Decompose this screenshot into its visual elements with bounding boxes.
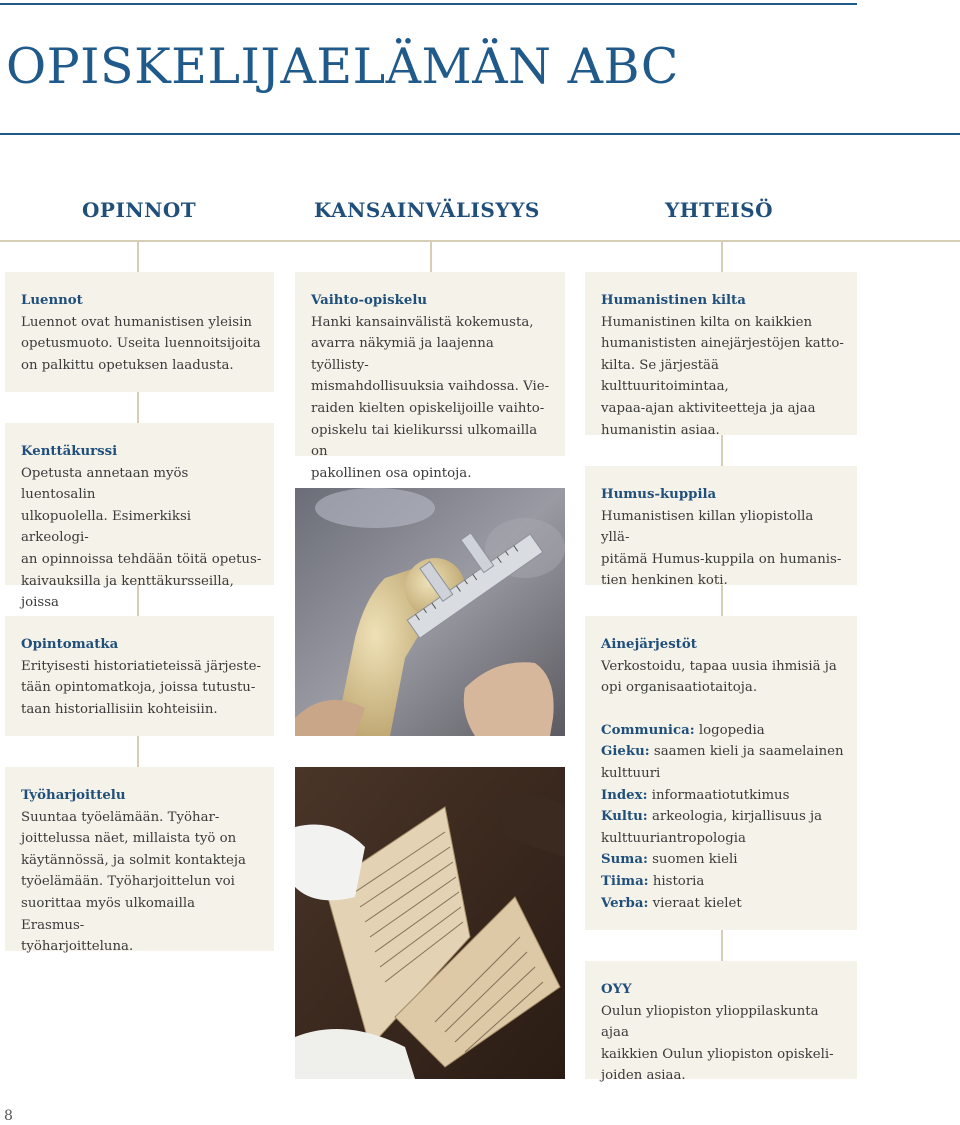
box-text: Hanki kansainvälistä kokemusta, avarra näkymiä ja laajenna työllisty- mismahdollisuuksia vaihdossa. Vie- raiden kielten opiskelijoille vaihto- opiskelu tai kielikurssi ulkomailla on pakollinen osa opintoja. <box>311 314 550 481</box>
page-number: 8 <box>4 1108 13 1124</box>
item-desc: vieraat kielet <box>652 895 742 911</box>
box-kenttakurssi <box>5 423 274 611</box>
box-luennot <box>5 272 274 392</box>
box-text: Humanistinen kilta on kaikkien humanististen ainejärjestöjen katto- kilta. Se järjestää kulttuuritoimintaa, vapaa-ajan aktiviteetteja ja ajaa humanistin asiaa. <box>601 314 844 438</box>
top-rule <box>0 3 857 5</box>
item-name: Suma: <box>601 852 648 868</box>
column-heading-kansainvalisyys: KANSAINVÄLISYYS <box>314 198 540 222</box>
box-opintomatka <box>5 616 274 736</box>
connector <box>137 242 139 272</box>
photo-old-book-art <box>295 767 565 1079</box>
box-heading: Humanistinen kilta <box>601 293 746 308</box>
box-text: Erityisesti historiatieteissä järjeste- tään opintomatkoja, joissa tutustu- taan historiallisiin kohteisiin. <box>21 658 261 717</box>
list-item <box>601 741 845 784</box>
photo-old-book <box>295 767 565 1079</box>
item-name: Verba: <box>601 895 649 911</box>
item-desc: suomen kieli <box>652 852 738 868</box>
box-oyy <box>585 961 857 1084</box>
box-heading: Vaihto-opiskelu <box>311 293 428 308</box>
column-heading-yhteiso: YHTEISÖ <box>665 198 774 222</box>
box-text: Verkostoidu, tapaa uusia ihmisiä ja opi organisaatiotaitoja. <box>601 658 837 696</box>
item-name: Tiima: <box>601 873 649 889</box>
item-name: Gieku: <box>601 744 650 760</box>
column-header-rule <box>0 240 960 242</box>
connector <box>721 930 723 961</box>
box-heading: Työharjoittelu <box>21 788 126 803</box>
item-name: Kultu: <box>601 809 648 825</box>
box-heading: Luennot <box>21 293 83 308</box>
page-title: OPISKELIJAELÄMÄN ABC <box>6 38 679 95</box>
box-ainejarjestot <box>585 616 857 930</box>
box-text: Oulun yliopiston ylioppilaskunta ajaa kaikkien Oulun yliopiston opiskeli- joiden asiaa. <box>601 1003 834 1084</box>
connector <box>430 242 432 272</box>
connector <box>137 392 139 423</box>
item-name: Communica: <box>601 722 695 738</box>
list-item <box>601 785 845 807</box>
box-heading: Humus-kuppila <box>601 487 717 502</box>
column-heading-opinnot: OPINNOT <box>82 198 197 222</box>
connector <box>721 242 723 272</box>
box-heading: Ainejärjestöt <box>601 637 697 652</box>
photo-bone-caliper-art <box>295 488 565 736</box>
list-item <box>601 806 845 849</box>
box-humanistinen-kilta <box>585 272 857 438</box>
title-rule <box>0 133 960 135</box>
list-item <box>601 871 845 893</box>
item-desc: informaatiotutkimus <box>651 787 790 803</box>
box-text: Luennot ovat humanistisen yleisin opetusmuoto. Useita luennoitsijoita on palkittu opetuksen laadusta. <box>21 314 261 373</box>
box-heading: OYY <box>601 982 632 997</box>
box-text: Humanistisen killan yliopistolla yllä- pitämä Humus-kuppila on humanis- tien henkinen koti. <box>601 508 842 589</box>
box-tyoharjoittelu <box>5 767 274 955</box>
box-text: Opetusta annetaan myös luentosalin ulkopuolella. Esimerkiksi arkeologi- an opinnoissa tehdään töitä opetus- kaivauksilla ja kenttäkursseilla, joissa <box>21 465 262 611</box>
item-name: Index: <box>601 787 648 803</box>
item-desc: arkeologia, kirjallisuus ja kulttuuriantropologia <box>601 809 823 846</box>
item-desc: logopedia <box>698 722 765 738</box>
box-heading: Kenttäkurssi <box>21 444 118 459</box>
box-text: Suuntaa työelämään. Työhar- joittelussa näet, millaista työ on käytännössä, ja solmit kontakteja työelämään. Työharjoittelun voi suorittaa myös ulkomailla Erasmus- työharjoitteluna. <box>21 809 246 955</box>
list-item <box>601 893 845 915</box>
list-item <box>601 720 845 742</box>
connector <box>137 736 139 767</box>
list-item <box>601 849 845 871</box>
item-desc: historia <box>652 873 705 889</box>
box-humus-kuppila <box>585 466 857 589</box>
box-heading: Opintomatka <box>21 637 119 652</box>
item-desc: saamen kieli ja saamelainen kulttuuri <box>601 744 844 781</box>
photo-bone-caliper <box>295 488 565 736</box>
box-vaihto-opiskelu <box>295 272 565 481</box>
